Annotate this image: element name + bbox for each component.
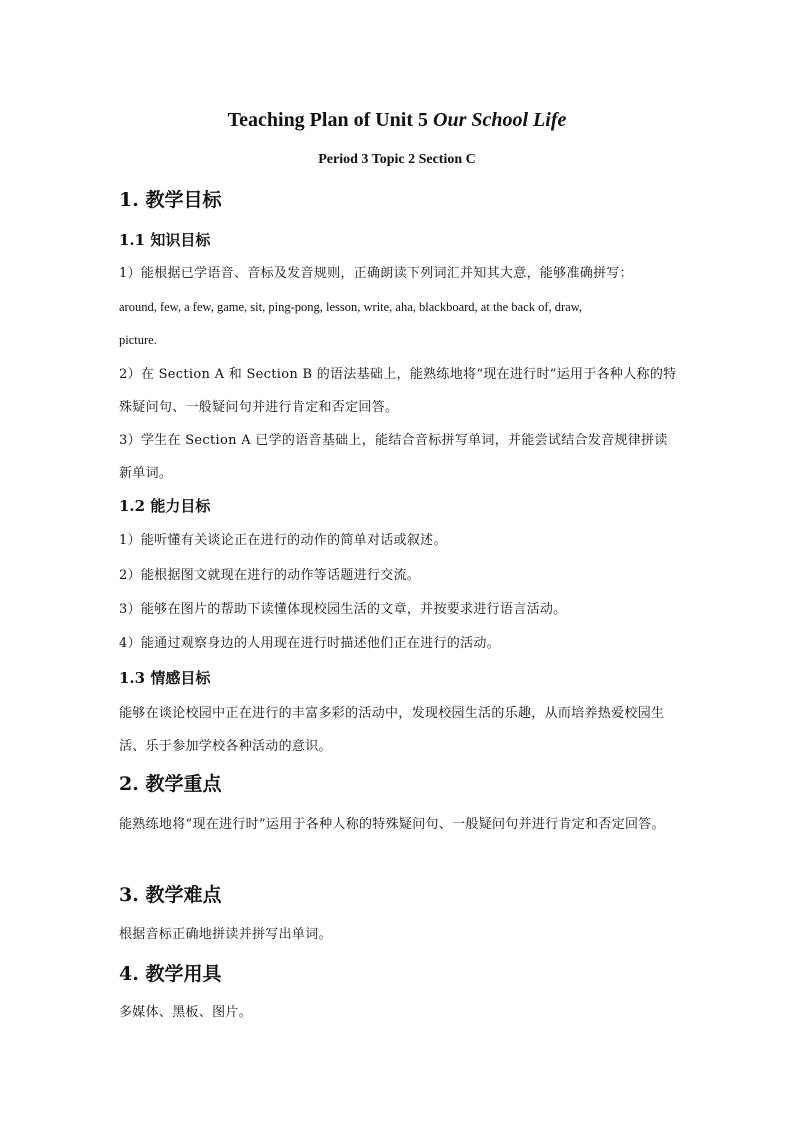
ability-goal-1: 1）能听懂有关谈论正在进行的动作的简单对话或叙述。 (119, 533, 447, 548)
ability-goal-4: 4）能通过观察身边的人用现在进行时描述他们正在进行的活动。 (119, 636, 500, 651)
ability-goal-3: 3）能够在图片的帮助下读懂体现校园生活的文章，并按要求进行语言活动。 (119, 602, 567, 617)
knowledge-goal-3: 3）学生在 Section A 已学的语音基础上，能结合音标拼写单词，并能尝试结合发音规律拼读新单词。 (119, 433, 668, 481)
emotion-goal-text: 能够在谈论校园中正在进行的丰富多彩的活动中，发现校园生活的乐趣，从而培养热爱校园生活、乐于参加学校各种活动的意识。 (119, 706, 665, 754)
knowledge-goal-2: 2）在 Section A 和 Section B 的语法基础上，能熟练地将“现在进行时”运用于各种人称的特殊疑问句、一般疑问句并进行肯定和否定回答。 (119, 367, 677, 415)
knowledge-goal-1-line-2: around, few, a few, game, sit, ping-pong, lesson, write, aha, blackboard, at the back of, draw, (119, 300, 583, 314)
section-2-heading: 2. 教学重点 (119, 773, 222, 795)
key-points-text: 能熟练地将“现在进行时”运用于各种人称的特殊疑问句、一般疑问句并进行肯定和否定回答。 (119, 817, 665, 832)
section-1-1-heading: 1.1 知识目标 (119, 231, 211, 249)
teaching-aids-text: 多媒体、黑板、图片。 (119, 1005, 253, 1020)
knowledge-goal-1-line-1: 1）能根据已学语音、音标及发音规则，正确朗读下列词汇并知其大意，能够准确拼写： (119, 266, 633, 281)
document-title (0, 106, 794, 134)
section-1-2-heading: 1.2 能力目标 (119, 497, 211, 515)
section-4-heading: 4. 教学用具 (119, 963, 222, 985)
section-1-heading: 1. 教学目标 (119, 189, 222, 211)
knowledge-goal-1-line-3: picture. (119, 333, 157, 347)
difficult-points-text: 根据音标正确地拼读并拼写出单词。 (119, 927, 332, 942)
section-3-heading: 3. 教学难点 (119, 884, 222, 906)
section-1-3-heading: 1.3 情感目标 (119, 669, 211, 687)
title-italic: Our School Life (433, 109, 567, 131)
title-plain: Teaching Plan of Unit 5 (227, 109, 434, 131)
document-subtitle: Period 3 Topic 2 Section C (318, 152, 476, 167)
ability-goal-2: 2）能根据图文就现在进行的动作等话题进行交流。 (119, 568, 421, 583)
